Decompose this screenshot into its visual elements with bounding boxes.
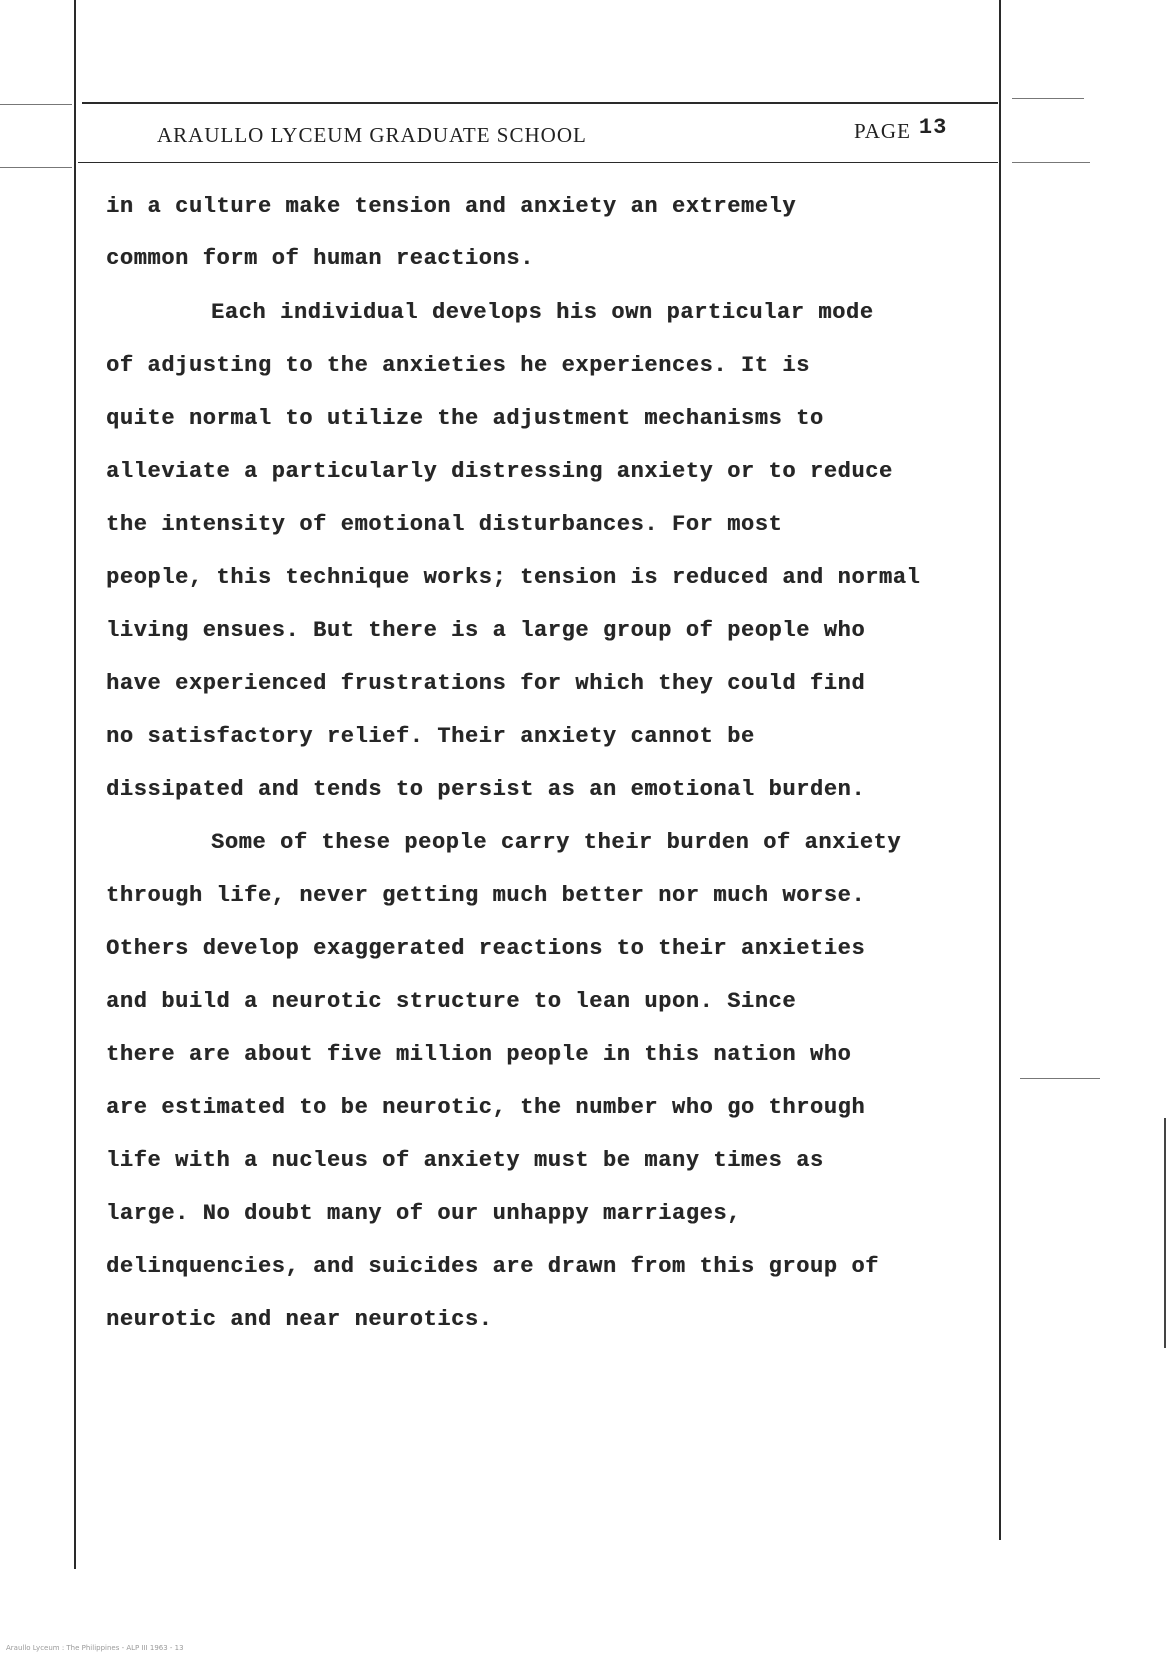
body-line: the intensity of emotional disturbances. For most — [106, 512, 783, 537]
right-edge-tick-top — [1012, 98, 1084, 99]
body-line: life with a nucleus of anxiety must be many times as — [106, 1148, 824, 1173]
body-line: people, this technique works; tension is reduced and normal — [106, 565, 921, 590]
body-line: common form of human reactions. — [106, 246, 534, 271]
body-line: are estimated to be neurotic, the number who go through — [106, 1095, 866, 1120]
page-number-label — [854, 115, 948, 145]
body-line: quite normal to utilize the adjustment mechanisms to — [106, 406, 824, 431]
right-edge-tick-bottom — [1012, 162, 1090, 163]
header-bottom-rule — [78, 162, 998, 163]
right-edge-mark — [1164, 1118, 1166, 1348]
body-line: large. No doubt many of our unhappy marriages, — [106, 1201, 741, 1226]
header-top-rule — [82, 102, 998, 104]
body-line: Each individual develops his own particular mode — [211, 300, 874, 325]
body-line: and build a neurotic structure to lean upon. Since — [106, 989, 797, 1014]
right-edge-tick-lower — [1020, 1078, 1100, 1079]
body-line: living ensues. But there is a large group of people who — [106, 618, 866, 643]
body-line: through life, never getting much better nor much worse. — [106, 883, 866, 908]
body-line: Others develop exaggerated reactions to their anxieties — [106, 936, 866, 961]
page-header-title: ARAULLO LYCEUM GRADUATE SCHOOL — [157, 123, 587, 147]
body-line: no satisfactory relief. Their anxiety cannot be — [106, 724, 755, 749]
body-line: of adjusting to the anxieties he experiences. It is — [106, 353, 810, 378]
body-line: dissipated and tends to persist as an emotional burden. — [106, 777, 866, 802]
scan-footnote: Araullo Lyceum : The Philippines - ALP III 1963 - 13 — [6, 1644, 184, 1652]
body-line: delinquencies, and suicides are drawn from this group of — [106, 1254, 879, 1279]
body-line: Some of these people carry their burden of anxiety — [211, 830, 902, 855]
body-line: neurotic and near neurotics. — [106, 1307, 493, 1332]
body-line: have experienced frustrations for which they could find — [106, 671, 866, 696]
left-edge-tick-bottom — [0, 167, 72, 168]
page-label: PAGE — [854, 119, 911, 143]
left-edge-tick-top — [0, 104, 72, 105]
body-line: in a culture make tension and anxiety an extremely — [106, 194, 797, 219]
page-number: 13 — [918, 115, 948, 140]
body-line: there are about five million people in this nation who — [106, 1042, 852, 1067]
right-margin-rule — [999, 0, 1001, 1540]
left-margin-rule — [74, 0, 76, 1569]
body-line: alleviate a particularly distressing anxiety or to reduce — [106, 459, 893, 484]
